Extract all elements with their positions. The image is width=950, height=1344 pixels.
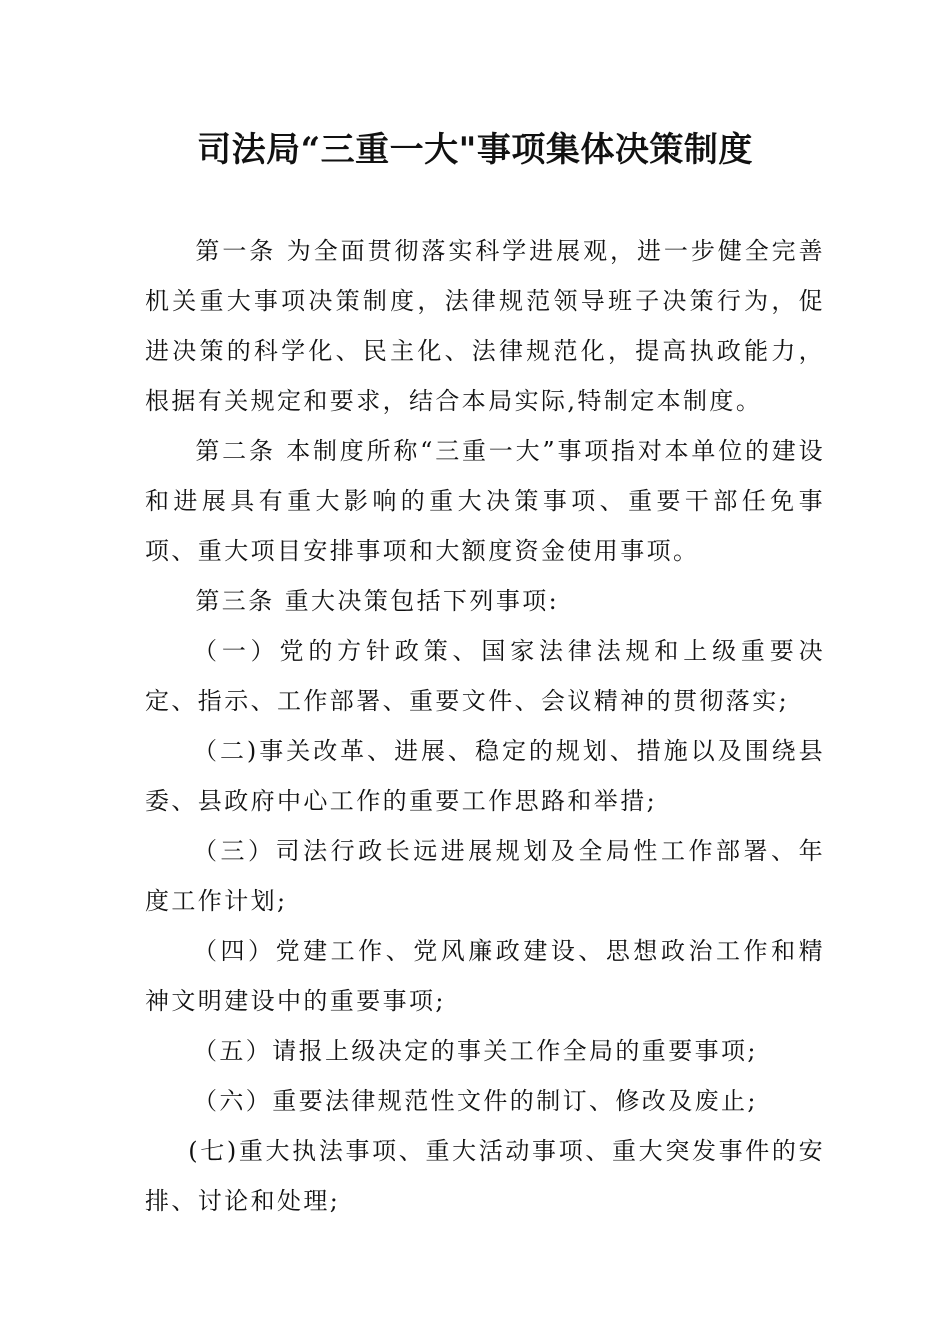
document-title: 司法局“三重一大"事项集体决策制度	[197, 130, 753, 170]
list-item-7: (七)重大执法事项、重大活动事项、重大突发事件的安排、讨论和处理;	[145, 1137, 825, 1215]
list-item-1: （一）党的方针政策、国家法律法规和上级重要决定、指示、工作部署、重要文件、会议精神的贯彻落实;	[145, 637, 825, 715]
list-item-6: （六）重要法律规范性文件的制订、修改及废止;	[193, 1087, 758, 1115]
article-1-paragraph: 第一条 为全面贯彻落实科学进展观，进一步健全完善机关重大事项决策制度，法律规范领导班子决策行为，促进决策的科学化、民主化、法律规范化，提高执政能力，根据有关规定和要求，结合本局实际,特制定本制度。	[145, 237, 825, 415]
document-body	[145, 226, 825, 1226]
list-item-5: （五）请报上级决定的事关工作全局的重要事项;	[193, 1037, 758, 1065]
article-2-paragraph: 第二条 本制度所称“三重一大”事项指对本单位的建设和进展具有重大影响的重大决策事项、重要干部任免事项、重大项目安排事项和大额度资金使用事项。	[145, 437, 825, 565]
list-item-2: （二)事关改革、进展、稳定的规划、措施以及围绕县委、县政府中心工作的重要工作思路和举措;	[145, 737, 825, 815]
article-3-paragraph: 第三条 重大决策包括下列事项:	[195, 587, 560, 615]
list-item-4: （四）党建工作、党风廉政建设、思想政治工作和精神文明建设中的重要事项;	[145, 937, 825, 1015]
list-item-3: （三）司法行政长远进展规划及全局性工作部署、年度工作计划;	[145, 837, 825, 915]
